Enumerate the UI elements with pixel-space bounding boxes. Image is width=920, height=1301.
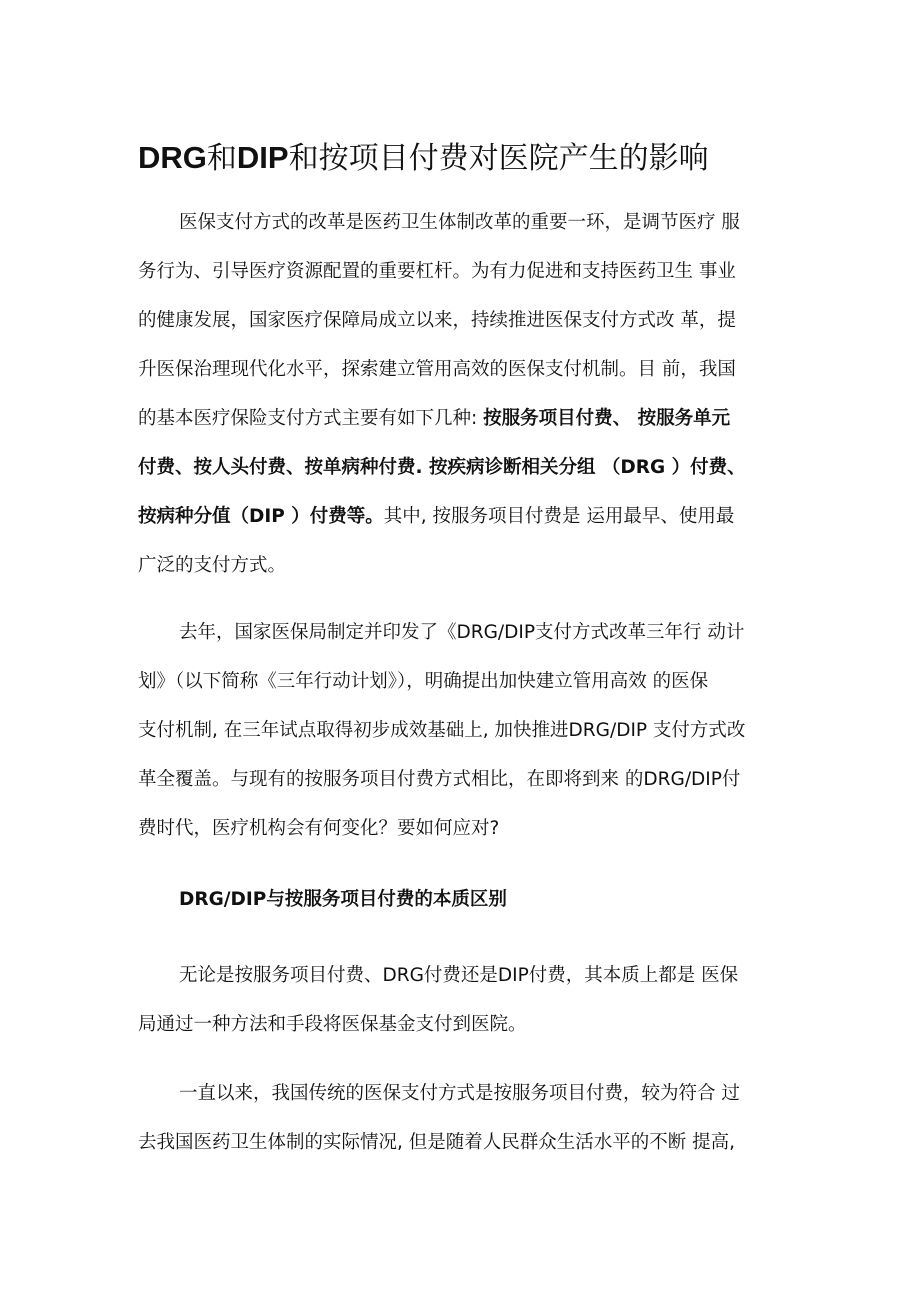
title-and: 和 bbox=[206, 141, 237, 176]
paragraph-2 bbox=[138, 608, 798, 853]
paragraph-line: 升医保治理现代化水平，探索建立管用高效的医保支付机制。目 前，我国 bbox=[138, 359, 736, 380]
paragraph-line: 一直以来，我国传统的医保支付方式是按服务项目付费，较为符合 过 bbox=[179, 1083, 740, 1104]
paragraph-line: 费时代，医疗机构会有何变化？要如何应对? bbox=[138, 818, 500, 839]
paragraph-text: 的基本医疗保险支付方式主要有如下几种: bbox=[138, 408, 484, 429]
paragraph-line: 的健康发展，国家医疗保障局成立以来，持续推进医保支付方式改 革，提 bbox=[138, 310, 736, 331]
paragraph-line: 无论是按服务项目付费、DRG付费还是DIP付费，其本质上都是 医保 bbox=[179, 965, 739, 986]
paragraph-line: 去我国医药卫生体制的实际情况, 但是随着人民群众生活水平的不断 提高, bbox=[138, 1132, 736, 1153]
paragraph-line: 务行为、引导医疗资源配置的重要杠杆。为有力促进和支持医药卫生 事业 bbox=[138, 261, 736, 282]
paragraph-bold-text: 按服务项目付费、 按服务单元 bbox=[483, 408, 731, 429]
paragraph-line bbox=[138, 394, 798, 443]
paragraph-line: 革全覆盖。与现有的按服务项目付费方式相比，在即将到来 的DRG/DIP付 bbox=[138, 769, 741, 790]
section-heading: DRG/DIP与按服务项目付费的本质区别 bbox=[179, 889, 507, 910]
paragraph-bold-text: 按病种分值（DIP ）付费等。 bbox=[138, 506, 384, 527]
paragraph-line: 去年，国家医保局制定并印发了《DRG/DIP支付方式改革三年行 动计 bbox=[179, 622, 745, 643]
paragraph-text: 其中, 按服务项目付费是 运用最早、使用最 bbox=[383, 506, 735, 527]
paragraph-line: 局通过一种方法和手段将医保基金支付到医院。 bbox=[138, 1014, 527, 1035]
paragraph-line: 划》（以下简称《三年行动计划》），明确提出加快建立管用高效 的医保 bbox=[138, 671, 709, 692]
paragraph-4 bbox=[138, 1069, 798, 1167]
paragraph-line: 医保支付方式的改革是医药卫生体制改革的重要一环，是调节医疗 服 bbox=[179, 212, 740, 233]
paragraph-line: 付费、按人头付费、按单病种付费. 按疾病诊断相关分组 （DRG ）付费、 bbox=[138, 457, 746, 478]
paragraph-line: 支付机制, 在三年试点取得初步成效基础上, 加快推进DRG/DIP 支付方式改 bbox=[138, 720, 746, 741]
title-rest: 和按项目付费对医院产生的影响 bbox=[288, 141, 709, 176]
title-dip: DIP bbox=[236, 140, 289, 175]
paragraph-3 bbox=[138, 951, 798, 1049]
paragraph-1 bbox=[138, 198, 798, 590]
title-drg: DRG bbox=[138, 140, 207, 175]
document-title bbox=[138, 138, 838, 179]
paragraph-line: 广泛的支付方式。 bbox=[138, 555, 287, 576]
paragraph-line bbox=[138, 492, 798, 541]
